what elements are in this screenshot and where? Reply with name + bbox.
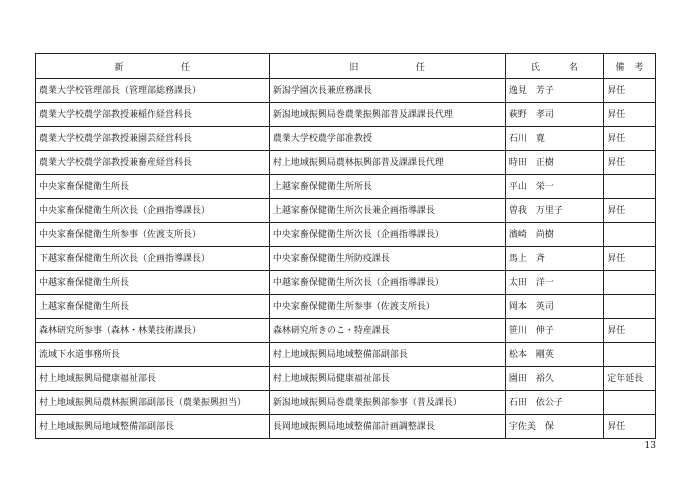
table-header-row (36, 54, 656, 79)
cell-old-position: 新潟学園次長兼庶務課長 (269, 79, 505, 103)
header-name: 氏 名 (505, 54, 603, 79)
table-row (36, 271, 656, 295)
cell-note (604, 343, 656, 367)
table-row (36, 151, 656, 175)
cell-note: 昇任 (604, 79, 656, 103)
cell-old-position: 中央家畜保健衛生所防疫課長 (269, 247, 505, 271)
personnel-table (35, 53, 656, 439)
cell-new-position: 中央家畜保健衛生所参事（佐渡支所長） (36, 223, 270, 247)
table-row (36, 199, 656, 223)
cell-note: 昇任 (604, 151, 656, 175)
cell-name: 石川 寛 (505, 127, 603, 151)
cell-note: 定年延長 (604, 367, 656, 391)
cell-note: 昇任 (604, 199, 656, 223)
cell-name: 宇佐美 保 (505, 415, 603, 439)
cell-name: 松本 剛英 (505, 343, 603, 367)
cell-old-position: 村上地域振興局地域整備部副部長 (269, 343, 505, 367)
cell-note: 昇任 (604, 415, 656, 439)
cell-old-position: 新潟地域振興局巻農業振興部普及課課長代理 (269, 103, 505, 127)
cell-new-position: 村上地域振興局地域整備部副部長 (36, 415, 270, 439)
cell-note (604, 271, 656, 295)
header-old-position: 旧 任 (269, 54, 505, 79)
cell-name: 濱崎 尚樹 (505, 223, 603, 247)
cell-old-position: 中央家畜保健衛生所参事（佐渡支所長） (269, 295, 505, 319)
cell-name: 笹川 伸子 (505, 319, 603, 343)
cell-name: 逸見 芳子 (505, 79, 603, 103)
cell-name: 時田 正樹 (505, 151, 603, 175)
cell-note (604, 175, 656, 199)
cell-note: 昇任 (604, 247, 656, 271)
table-row (36, 319, 656, 343)
cell-new-position: 農業大学校農学部教授兼稲作経営科長 (36, 103, 270, 127)
table-row (36, 415, 656, 439)
table-row (36, 247, 656, 271)
cell-new-position: 中央家畜保健衛生所長 (36, 175, 270, 199)
header-note: 備 考 (604, 54, 656, 79)
cell-old-position: 長岡地域振興局地域整備部計画調整課長 (269, 415, 505, 439)
cell-old-position: 森林研究所きのこ・特産課長 (269, 319, 505, 343)
cell-note: 昇任 (604, 127, 656, 151)
cell-old-position: 新潟地域振興局巻農業振興部参事（普及課長） (269, 391, 505, 415)
cell-name: 岡本 英司 (505, 295, 603, 319)
cell-old-position: 農業大学校農学部准教授 (269, 127, 505, 151)
cell-old-position: 上越家畜保健衛生所次長兼企画指導課長 (269, 199, 505, 223)
table-row (36, 343, 656, 367)
cell-new-position: 中越家畜保健衛生所長 (36, 271, 270, 295)
cell-name: 石田 依公子 (505, 391, 603, 415)
cell-new-position: 村上地域振興局健康福祉部長 (36, 367, 270, 391)
table-row (36, 79, 656, 103)
cell-note (604, 295, 656, 319)
cell-note: 昇任 (604, 103, 656, 127)
cell-note (604, 223, 656, 247)
table-row (36, 103, 656, 127)
table-body (36, 79, 656, 439)
cell-old-position: 村上地域振興局健康福祉部長 (269, 367, 505, 391)
table-row (36, 367, 656, 391)
cell-old-position: 中央家畜保健衛生所次長（企画指導課長） (269, 223, 505, 247)
cell-new-position: 流域下水道事務所長 (36, 343, 270, 367)
cell-name: 萩野 孝司 (505, 103, 603, 127)
cell-old-position: 上越家畜保健衛生所所長 (269, 175, 505, 199)
cell-name: 曽我 万里子 (505, 199, 603, 223)
cell-new-position: 上越家畜保健衛生所長 (36, 295, 270, 319)
header-new-position: 新 任 (36, 54, 270, 79)
cell-new-position: 農業大学校管理部長（管理部総務課長） (36, 79, 270, 103)
cell-old-position: 中越家畜保健衛生所次長（企画指導課長） (269, 271, 505, 295)
cell-new-position: 農業大学校農学部教授兼園芸経営科長 (36, 127, 270, 151)
cell-new-position: 下越家畜保健衛生所次長（企画指導課長） (36, 247, 270, 271)
table-row (36, 175, 656, 199)
cell-new-position: 森林研究所参事（森林・林業技術課長） (36, 319, 270, 343)
page-number: 13 (644, 441, 656, 451)
table-row (36, 223, 656, 247)
table-row (36, 391, 656, 415)
cell-name: 馬上 斉 (505, 247, 603, 271)
cell-name: 太田 洋一 (505, 271, 603, 295)
cell-name: 平山 栄一 (505, 175, 603, 199)
cell-new-position: 農業大学校農学部教授兼畜産経営科長 (36, 151, 270, 175)
table-row (36, 295, 656, 319)
table-row (36, 127, 656, 151)
cell-note: 昇任 (604, 319, 656, 343)
cell-new-position: 村上地域振興局農林振興部副部長（農業振興担当） (36, 391, 270, 415)
cell-name: 園田 裕久 (505, 367, 603, 391)
cell-note (604, 391, 656, 415)
cell-old-position: 村上地域振興局農林振興部普及課課長代理 (269, 151, 505, 175)
cell-new-position: 中央家畜保健衛生所次長（企画指導課長） (36, 199, 270, 223)
